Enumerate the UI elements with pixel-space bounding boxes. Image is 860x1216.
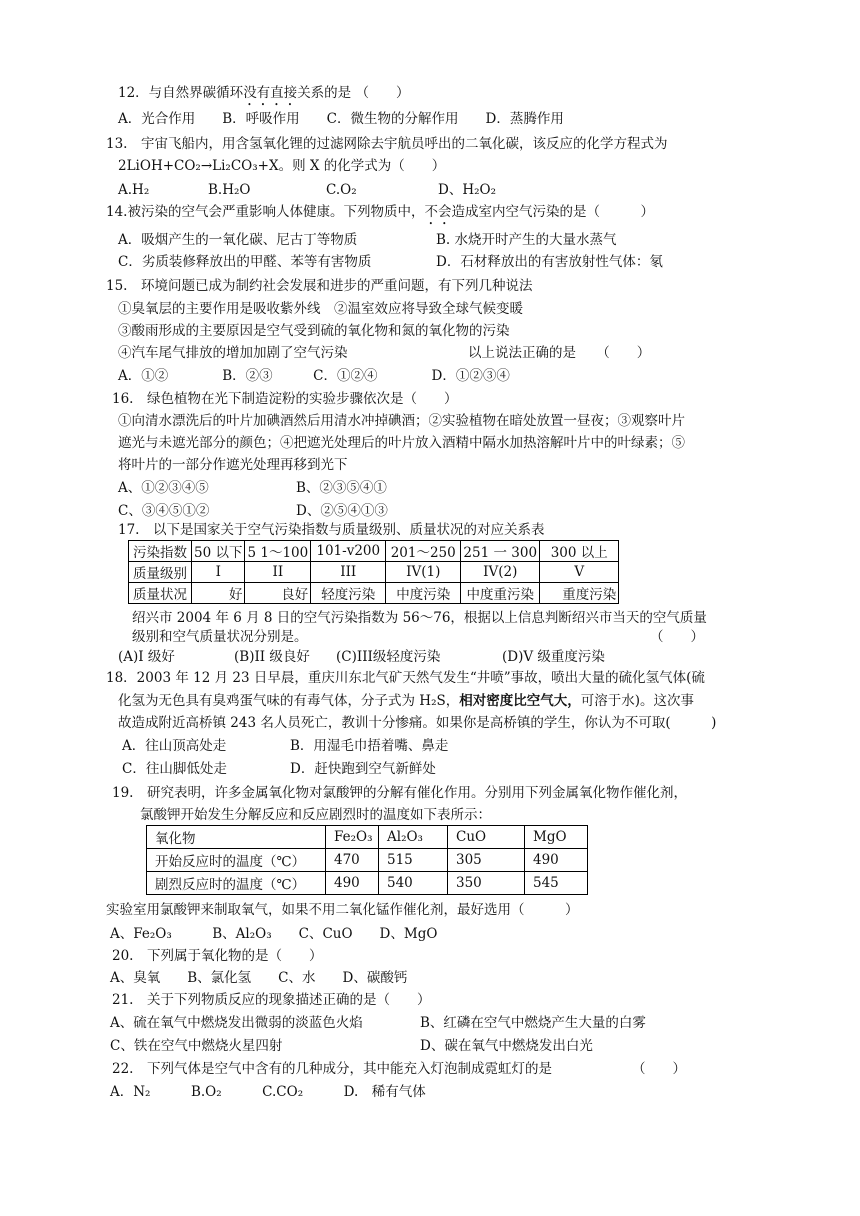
q14-option-b: B. 水烧开时产生的大量水蒸气	[436, 232, 617, 248]
table-row	[129, 583, 619, 604]
q13-stem: 13. 宇宙飞船内，用含氢氧化锂的过滤网除去宇航员呼出的二氧化碳，该反应的化学方程式为	[106, 136, 668, 152]
q16-step-line-2: 遮光与未遮光部分的颜色；④把遮光处理后的叶片放入酒精中隔水加热溶解叶片中的叶绿素；⑤	[118, 435, 685, 451]
table-cell: 污染指数	[129, 541, 192, 562]
table-cell: IV(1)	[386, 562, 461, 583]
pollution-index-table	[128, 540, 619, 604]
q19-options: A、Fe₂O₃ B、Al₂O₃ C、CuO D、MgO	[110, 926, 438, 942]
table-cell: Al₂O₃	[379, 826, 448, 849]
q17-option-b: (B)II 级良好	[234, 649, 310, 665]
q22-stem: 22. 下列气体是空气中含有的几种成分，其中能充入灯泡制成霓虹灯的是	[112, 1061, 552, 1077]
q16-option-c: C、③④⑤①②	[118, 503, 210, 519]
q12-stem: 12．与自然界碳循环没有直接关系的是 （ ）	[118, 85, 410, 101]
table-cell: 质量级别	[129, 562, 192, 583]
q18-line-1: 18．2003 年 12 月 23 日早晨，重庆川东北气矿天然气发生“井喷”事故，喷出大量的硫化氢气体(硫	[106, 670, 705, 686]
table-cell: 中度污染	[386, 583, 461, 604]
table-cell: 540	[379, 872, 448, 895]
q18-option-c: C．往山脚低处走	[122, 761, 227, 777]
table-cell: 好	[192, 583, 245, 604]
table-cell: V	[540, 562, 619, 583]
q17-question-line-1: 绍兴市 2004 年 6 月 8 日的空气污染指数为 56～76，根据以上信息判断绍兴市当天的空气质量	[132, 610, 707, 626]
table-cell: 质量状况	[129, 583, 192, 604]
table-cell: 中度重污染	[461, 583, 540, 604]
table-cell: 201～250	[386, 541, 461, 562]
q14-emphasis: 不会	[424, 204, 452, 220]
table-cell: 50 以下	[192, 541, 245, 562]
q15-statement-3: ③酸雨形成的主要原因是空气受到硫的氧化物和氮的氧化物的污染	[118, 323, 510, 339]
table-row	[147, 849, 588, 872]
table-cell: 470	[326, 849, 379, 872]
table-cell: 490	[525, 849, 588, 872]
q16-option-b: B、②③⑤④①	[296, 480, 387, 496]
table-cell: I	[192, 562, 245, 583]
q18-bold-text: 相对密度比空气大，	[459, 693, 581, 709]
table-cell: 545	[525, 872, 588, 895]
table-cell: IV(2)	[461, 562, 540, 583]
table-cell: 开始反应时的温度（℃）	[147, 849, 326, 872]
q12-options: A．光合作用 B．呼吸作用 C．微生物的分解作用 D．蒸腾作用	[118, 111, 564, 127]
q15-prompt: 以上说法正确的是 （ ）	[468, 345, 651, 361]
q21-option-d: D、碳在氧气中燃烧发出白光	[420, 1038, 593, 1054]
table-cell: 300 以上	[540, 541, 619, 562]
q13-option-d: D、H₂O₂	[438, 182, 496, 198]
q21-option-b: B、红磷在空气中燃烧产生大量的白雾	[420, 1015, 646, 1031]
table-cell: 251 一 300	[461, 541, 540, 562]
table-row	[147, 872, 588, 895]
q18-option-b: B．用湿毛巾捂着嘴、鼻走	[290, 738, 449, 754]
q14-option-d: D．石材释放出的有害放射性气体：氡	[436, 254, 663, 270]
q18-option-a: A．往山顶高处走	[122, 738, 227, 754]
q18-line-2: 化氢为无色具有臭鸡蛋气味的有毒气体，分子式为 H₂S，相对密度比空气大，可溶于水)。这次事	[118, 693, 695, 709]
q21-stem: 21. 关于下列物质反应的现象描述正确的是（ ）	[112, 992, 431, 1008]
table-cell: 重度污染	[540, 583, 619, 604]
q17-option-c: (C)III级轻度污染	[336, 649, 441, 665]
q18-option-d: D．赶快跑到空气新鲜处	[290, 761, 436, 777]
table-row	[147, 826, 588, 849]
q15-options: A．①② B．②③ C．①②④ D．①②③④	[118, 368, 510, 384]
table-cell: 350	[448, 872, 525, 895]
table-cell: 515	[379, 849, 448, 872]
table-cell: 490	[326, 872, 379, 895]
table-cell: III	[311, 562, 386, 583]
q16-option-d: D、②⑤④①③	[296, 503, 388, 519]
q13-option-b: B.H₂O	[208, 182, 251, 198]
q17-bracket: （ ）	[650, 629, 704, 645]
q16-step-line-3: 将叶片的一部分作遮光处理再移到光下	[118, 457, 348, 473]
q19-line-1: 19. 研究表明，许多金属氧化物对氯酸钾的分解有催化作用。分别用下列金属氧化物作催化剂，	[112, 785, 687, 801]
table-cell: 剧烈反应时的温度（℃）	[147, 872, 326, 895]
table-row	[129, 562, 619, 583]
q17-stem: 17. 以下是国家关于空气污染指数与质量级别、质量状况的对应关系表	[118, 522, 545, 538]
q16-stem: 16. 绿色植物在光下制造淀粉的实验步骤依次是（ ）	[112, 391, 458, 407]
q13-option-c: C.O₂	[326, 182, 357, 198]
q19-line-2: 氯酸钾开始发生分解反应和反应剧烈时的温度如下表所示：	[140, 807, 491, 823]
table-cell: CuO	[448, 826, 525, 849]
q17-option-d: (D)V 级重度污染	[502, 649, 605, 665]
q22-options: A．N₂ B.O₂ C.CO₂ D. 稀有气体	[110, 1084, 426, 1100]
q13-equation: 2LiOH+CO₂→Li₂CO₃+X。则 X 的化学式为（ ）	[118, 158, 446, 174]
table-cell: MgO	[525, 826, 588, 849]
q17-option-a: (A)I 级好	[118, 649, 175, 665]
table-cell: 305	[448, 849, 525, 872]
q18-line-3: 故造成附近高桥镇 243 名人员死亡，教训十分惨痛。如果你是高桥镇的学生，你认为不可取( )	[118, 715, 717, 731]
q14-option-a: A．吸烟产生的一氧化碳、尼古丁等物质	[118, 232, 358, 248]
q20-options: A、臭氧 B、氯化氢 C、水 D、碳酸钙	[110, 970, 408, 986]
q19-question: 实验室用氯酸钾来制取氧气，如果不用二氧化锰作催化剂，最好选用（ ）	[106, 902, 579, 918]
q17-question-line-2: 级别和空气质量状况分别是。	[132, 629, 308, 645]
q14-option-c: C．劣质装修释放出的甲醛、苯等有害物质	[118, 254, 372, 270]
q21-option-c: C、铁在空气中燃烧火星四射	[110, 1038, 283, 1054]
table-cell: 5 1～100	[245, 541, 311, 562]
q13-option-a: A.H₂	[118, 182, 150, 198]
catalyst-temperature-table	[146, 825, 588, 895]
q15-statement-4: ④汽车尾气排放的增加加剧了空气污染	[118, 345, 348, 361]
table-cell: 氧化物	[147, 826, 326, 849]
q16-step-line-1: ①向清水漂洗后的叶片加碘酒然后用清水冲掉碘酒；②实验植物在暗处放置一昼夜；③观察叶片	[118, 413, 685, 429]
table-cell: Fe₂O₃	[326, 826, 379, 849]
table-row	[129, 541, 619, 562]
table-cell: 轻度污染	[311, 583, 386, 604]
table-cell: 良好	[245, 583, 311, 604]
q15-stem: 15. 环境问题已成为制约社会发展和进步的严重问题，有下列几种说法	[106, 278, 533, 294]
table-cell: 101-v200	[311, 541, 386, 562]
q21-option-a: A、硫在氧气中燃烧发出微弱的淡蓝色火焰	[110, 1015, 363, 1031]
q15-statement-1-2: ①臭氧层的主要作用是吸收紫外线 ②温室效应将导致全球气候变暖	[118, 301, 523, 317]
q20-stem: 20. 下列属于氧化物的是（ ）	[112, 948, 323, 964]
q22-bracket: （ ）	[632, 1061, 686, 1077]
q12-emphasis: 没有直接	[243, 85, 298, 101]
table-cell: II	[245, 562, 311, 583]
q16-option-a: A、①②③④⑤	[118, 480, 209, 496]
q14-stem: 14.被污染的空气会严重影响人体健康。下列物质中，不会造成室内空气污染的是（ ）	[106, 204, 654, 220]
